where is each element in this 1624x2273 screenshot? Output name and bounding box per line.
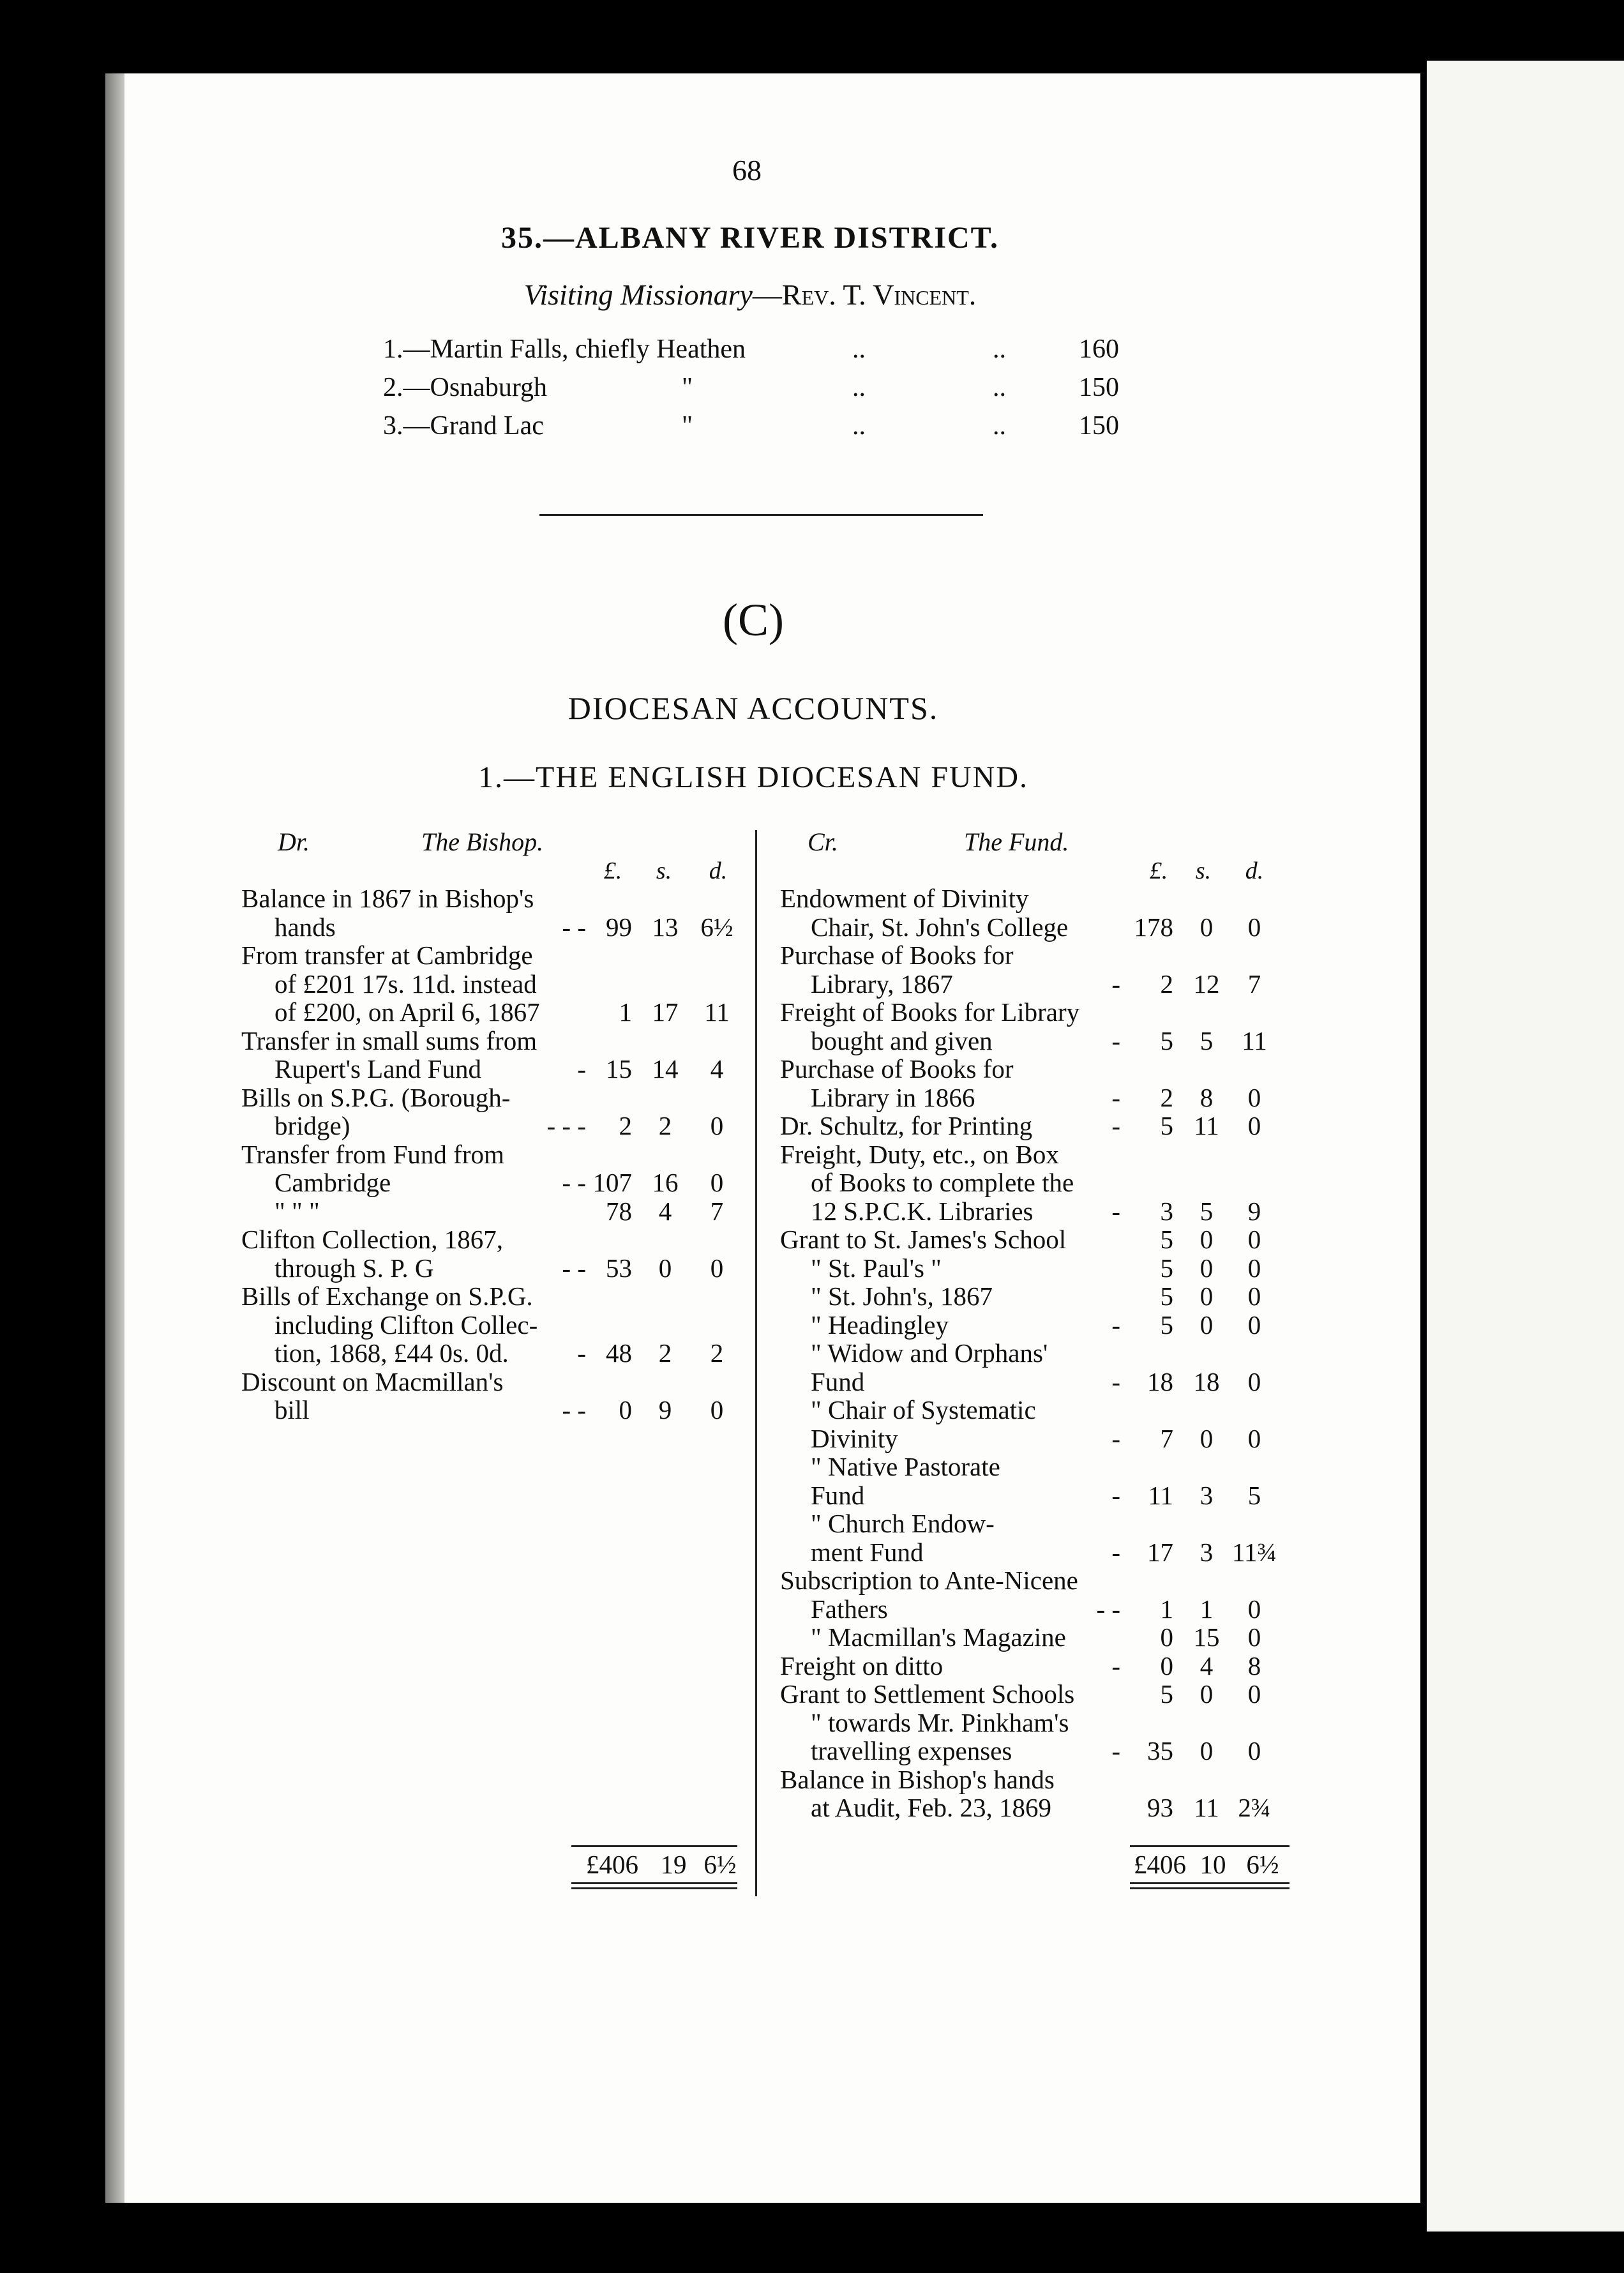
debit-total-rule-bottom (571, 1882, 737, 1884)
credit-entry-text: Chair, St. John's College (811, 912, 1069, 942)
debit-entry-text: Transfer from Fund from (241, 1139, 504, 1169)
credit-entry-pounds: 5 (1160, 1679, 1173, 1709)
credit-entry-pounds: 35 (1147, 1736, 1173, 1765)
credit-entry-pounds: 2 (1160, 1082, 1173, 1112)
credit-entry-text: Library, 1867 (811, 969, 953, 999)
credit-entry-pence: 8 (1247, 1650, 1261, 1680)
credit-entry-shillings: 0 (1199, 1281, 1214, 1311)
station-label: 2.—Osnaburgh (383, 373, 548, 402)
debit-entry-text: bridge) (274, 1111, 350, 1140)
debit-entry-leader: - - - (546, 1111, 586, 1140)
credit-entry-pounds: 1 (1160, 1594, 1173, 1624)
credit-entry-leader: - (1111, 1082, 1120, 1112)
credit-entry-shillings: 18 (1193, 1366, 1220, 1396)
debit-party-label: The Bishop. (421, 827, 544, 856)
debit-total-shillings: 19 (660, 1850, 687, 1879)
credit-total-pounds: £406 (1134, 1850, 1186, 1879)
credit-entry-text: 12 S.P.C.K. Libraries (811, 1196, 1034, 1226)
credit-pence-header: d. (1245, 857, 1264, 884)
credit-entry-text: Grant to Settlement Schools (780, 1679, 1075, 1709)
credit-entry-pence: 5 (1247, 1480, 1261, 1510)
credit-entry-shillings: 4 (1199, 1650, 1214, 1680)
station-value: 150 (1079, 373, 1119, 402)
debit-side-label: Dr. (278, 827, 310, 856)
debit-shillings-header: s. (656, 857, 672, 884)
debit-pounds-header: £. (603, 857, 622, 884)
debit-entry-leader: - - (562, 912, 586, 942)
credit-entry-shillings: 15 (1193, 1622, 1220, 1652)
credit-total-rule-top (1130, 1845, 1289, 1847)
debit-entry-pounds: 1 (619, 997, 632, 1027)
credit-entry-text: Dr. Schultz, for Printing (780, 1111, 1033, 1140)
credit-entry-pence: 11¾ (1231, 1537, 1277, 1567)
credit-entry-shillings: 0 (1199, 1253, 1214, 1283)
credit-entry-pence: 0 (1247, 1111, 1261, 1140)
credit-entry-text: " St. John's, 1867 (811, 1281, 993, 1311)
credit-entry-pounds: 5 (1160, 1225, 1173, 1254)
credit-entry-text: Subscription to Ante-Nicene (780, 1566, 1078, 1595)
credit-entry-leader: - (1111, 1025, 1120, 1055)
debit-entry-pounds: 107 (592, 1168, 632, 1197)
debit-entry-text: Transfer in small sums from (241, 1025, 538, 1055)
debit-entry-shillings: 2 (658, 1338, 672, 1368)
debit-entry-pence: 11 (704, 997, 730, 1027)
debit-entry-leader: - - (562, 1395, 586, 1424)
credit-entry-pence: 0 (1247, 1310, 1261, 1340)
credit-entry-pence: 0 (1247, 1366, 1261, 1396)
credit-pounds-header: £. (1149, 857, 1168, 884)
debit-entry-text: From transfer at Cambridge (241, 940, 533, 970)
debit-entry-text: of £201 17s. 11d. instead (274, 969, 537, 999)
debit-entry-pounds: 78 (606, 1196, 632, 1226)
credit-entry-pounds: 93 (1147, 1793, 1173, 1822)
station-value: 150 (1079, 411, 1119, 441)
credit-entry-text: " Widow and Orphans' (811, 1338, 1048, 1368)
credit-entry-pence: 0 (1247, 1423, 1261, 1453)
credit-entry-shillings: 1 (1199, 1594, 1214, 1624)
debit-entry-shillings: 9 (658, 1395, 672, 1424)
credit-entry-pence: 0 (1247, 1082, 1261, 1112)
credit-entry-text: " Macmillan's Magazine (811, 1622, 1066, 1652)
station-ditto-mark: " (682, 411, 693, 441)
debit-entry-pence: 0 (710, 1111, 724, 1140)
credit-entry-pounds: 7 (1160, 1423, 1173, 1453)
debit-entry-pence: 4 (710, 1054, 724, 1084)
credit-entry-pounds: 5 (1160, 1111, 1173, 1140)
district-heading: 35.—ALBANY RIVER DISTRICT. (500, 221, 1000, 255)
credit-entry-leader: - (1111, 1423, 1120, 1453)
credit-entry-shillings: 0 (1199, 1736, 1214, 1765)
credit-entry-text: Balance in Bishop's hands (780, 1764, 1055, 1794)
credit-entry-shillings: 0 (1199, 1679, 1214, 1709)
debit-entry-shillings: 2 (658, 1111, 672, 1140)
credit-entry-pence: 7 (1247, 969, 1261, 999)
credit-entry-pounds: 17 (1147, 1537, 1173, 1567)
missionary-line (523, 278, 977, 311)
credit-entry-pence: 0 (1247, 1225, 1261, 1254)
credit-entry-text: " Chair of Systematic (811, 1395, 1036, 1424)
credit-entry-pence: 0 (1247, 1594, 1261, 1624)
credit-entry-text: " Native Pastorate (811, 1452, 1000, 1481)
debit-entry-pounds: 15 (606, 1054, 632, 1084)
credit-entry-text: at Audit, Feb. 23, 1869 (811, 1793, 1051, 1822)
debit-entry-text: Discount on Macmillan's (241, 1366, 504, 1396)
debit-entry-text: Rupert's Land Fund (274, 1054, 481, 1084)
credit-entry-text: Library in 1866 (811, 1082, 975, 1112)
debit-entry-pence: 7 (710, 1196, 724, 1226)
credit-entry-pounds: 5 (1160, 1281, 1173, 1311)
debit-entry-shillings: 4 (658, 1196, 672, 1226)
credit-entry-pounds: 3 (1160, 1196, 1173, 1226)
facing-page-edge (1427, 61, 1624, 2231)
credit-entry-leader: - (1111, 1366, 1120, 1396)
credit-entry-pounds: 178 (1134, 912, 1173, 942)
debit-entry-text: bill (274, 1395, 310, 1424)
debit-entry-shillings: 13 (652, 912, 679, 942)
credit-total-rule-bottom (1130, 1882, 1289, 1884)
debit-entry-text: Bills of Exchange on S.P.G. (241, 1281, 533, 1311)
debit-entry-pence: 2 (710, 1338, 724, 1368)
credit-entry-leader: - (1111, 1480, 1120, 1510)
credit-entry-shillings: 12 (1193, 969, 1220, 999)
credit-total-shillings: 10 (1199, 1850, 1226, 1879)
credit-entry-text: Freight, Duty, etc., on Box (780, 1139, 1059, 1169)
credit-entry-text: Grant to St. James's School (780, 1225, 1067, 1254)
debit-entry-shillings: 0 (658, 1253, 672, 1283)
credit-entry-shillings: 0 (1199, 1310, 1214, 1340)
debit-entry-text: Clifton Collection, 1867, (241, 1225, 503, 1254)
debit-entry-text: through S. P. G (274, 1253, 434, 1283)
credit-entry-pence: 9 (1247, 1196, 1261, 1226)
station-ditto-mark: " (682, 373, 693, 402)
debit-entry-pounds: 53 (606, 1253, 632, 1283)
station-dots: .. (852, 373, 866, 402)
credit-entry-pounds: 2 (1160, 969, 1173, 999)
credit-entry-leader: - (1111, 1196, 1120, 1226)
column-divider (755, 830, 757, 1896)
credit-entry-leader: - - (1096, 1594, 1120, 1624)
credit-entry-shillings: 0 (1199, 1423, 1214, 1453)
debit-total-pounds: £406 (586, 1850, 638, 1879)
station-dots: .. (993, 373, 1006, 402)
credit-entry-text: Freight of Books for Library (780, 997, 1080, 1027)
page-number: 68 (732, 154, 762, 186)
debit-entry-pence: 6½ (700, 912, 733, 942)
debit-entry-text: " " " (274, 1196, 320, 1226)
credit-entry-pounds: 0 (1160, 1622, 1173, 1652)
credit-entry-shillings: 3 (1199, 1480, 1214, 1510)
credit-entry-shillings: 0 (1199, 912, 1214, 942)
credit-entry-text: Freight on ditto (780, 1650, 944, 1680)
credit-entry-text: " Church Endow- (811, 1509, 995, 1538)
page-binding-edge (105, 73, 124, 2203)
debit-entry-text: tion, 1868, £44 0s. 0d. (274, 1338, 509, 1368)
credit-entry-shillings: 3 (1199, 1537, 1214, 1567)
debit-entry-pence: 0 (710, 1168, 724, 1197)
credit-entry-pence: 0 (1247, 912, 1261, 942)
debit-total-pence: 6½ (703, 1850, 737, 1879)
credit-entry-text: of Books to complete the (811, 1168, 1074, 1197)
debit-entry-shillings: 14 (652, 1054, 679, 1084)
station-label: 1.—Martin Falls, chiefly Heathen (383, 335, 746, 364)
debit-entry-leader: - - (562, 1168, 586, 1197)
debit-entry-text: hands (274, 912, 336, 942)
missionary-name: —Rev. T. Vincent. (752, 278, 977, 311)
credit-entry-text: bought and given (811, 1025, 993, 1055)
credit-entry-shillings: 5 (1199, 1025, 1214, 1055)
credit-side-label: Cr. (808, 827, 838, 856)
credit-entry-text: Fund (811, 1480, 865, 1510)
debit-entry-text: including Clifton Collec- (274, 1310, 538, 1340)
debit-entry-text: Cambridge (274, 1168, 391, 1197)
debit-total-rule-top (571, 1845, 737, 1847)
credit-entry-pence: 2¾ (1238, 1793, 1271, 1822)
credit-entry-pounds: 18 (1147, 1366, 1173, 1396)
credit-entry-leader: - (1111, 1310, 1120, 1340)
station-dots: .. (993, 335, 1006, 364)
credit-entry-pounds: 5 (1160, 1310, 1173, 1340)
debit-entry-text: Balance in 1867 in Bishop's (241, 884, 534, 913)
credit-entry-text: Fund (811, 1366, 865, 1396)
credit-entry-text: Divinity (811, 1423, 898, 1453)
credit-entry-leader: - (1111, 1650, 1120, 1680)
debit-total-rule-double (571, 1887, 737, 1889)
debit-entry-pounds: 99 (606, 912, 632, 942)
credit-entry-leader: - (1111, 1111, 1120, 1140)
debit-entry-text: Bills on S.P.G. (Borough- (241, 1082, 511, 1112)
credit-total-pence: 6½ (1246, 1850, 1279, 1879)
station-dots: .. (993, 411, 1006, 441)
fund-title: 1.—THE ENGLISH DIOCESAN FUND. (478, 760, 1028, 794)
credit-entry-shillings: 8 (1199, 1082, 1214, 1112)
debit-entry-pounds: 48 (606, 1338, 632, 1368)
missionary-role: Visiting Missionary (523, 278, 753, 311)
credit-entry-leader: - (1111, 1537, 1120, 1567)
section-title: DIOCESAN ACCOUNTS. (568, 690, 939, 726)
credit-party-label: The Fund. (964, 827, 1069, 856)
station-dots: .. (852, 335, 866, 364)
credit-entry-shillings: 5 (1199, 1196, 1214, 1226)
credit-entry-text: " Headingley (811, 1310, 949, 1340)
credit-entry-pounds: 0 (1160, 1650, 1173, 1680)
credit-entry-pounds: 11 (1148, 1480, 1173, 1510)
credit-shillings-header: s. (1195, 857, 1212, 884)
debit-entry-shillings: 17 (652, 997, 679, 1027)
credit-entry-pence: 0 (1247, 1679, 1261, 1709)
section-divider (539, 514, 983, 516)
debit-entry-pence: 0 (710, 1253, 724, 1283)
credit-entry-pounds: 5 (1160, 1025, 1173, 1055)
credit-entry-pence: 11 (1242, 1025, 1267, 1055)
credit-entry-pence: 0 (1247, 1281, 1261, 1311)
credit-entry-shillings: 0 (1199, 1225, 1214, 1254)
debit-entry-shillings: 16 (652, 1168, 679, 1197)
credit-entry-pence: 0 (1247, 1622, 1261, 1652)
credit-entry-pence: 0 (1247, 1736, 1261, 1765)
credit-entry-pounds: 5 (1160, 1253, 1173, 1283)
credit-entry-text: Purchase of Books for (780, 940, 1014, 970)
debit-entry-pounds: 2 (619, 1111, 632, 1140)
station-label: 3.—Grand Lac (383, 411, 544, 441)
credit-entry-text: Purchase of Books for (780, 1054, 1014, 1084)
credit-entry-text: " St. Paul's " (811, 1253, 942, 1283)
credit-entry-shillings: 11 (1194, 1793, 1219, 1822)
debit-pence-header: d. (709, 857, 728, 884)
credit-entry-leader: - (1111, 1736, 1120, 1765)
credit-entry-text: ment Fund (811, 1537, 924, 1567)
debit-entry-leader: - (577, 1338, 586, 1368)
station-value: 160 (1079, 335, 1119, 364)
credit-entry-shillings: 11 (1194, 1111, 1219, 1140)
credit-entry-text: Fathers (811, 1594, 888, 1624)
debit-entry-pounds: 0 (619, 1395, 632, 1424)
section-letter: (C) (723, 594, 784, 646)
station-dots: .. (852, 411, 866, 441)
credit-entry-leader: - (1111, 969, 1120, 999)
credit-total-rule-double (1130, 1887, 1289, 1889)
credit-entry-text: Endowment of Divinity (780, 884, 1029, 913)
debit-entry-pence: 0 (710, 1395, 724, 1424)
credit-entry-text: " towards Mr. Pinkham's (811, 1707, 1069, 1737)
debit-entry-leader: - - (562, 1253, 586, 1283)
credit-entry-text: travelling expenses (811, 1736, 1012, 1765)
debit-entry-leader: - (577, 1054, 586, 1084)
credit-entry-pence: 0 (1247, 1253, 1261, 1283)
debit-entry-text: of £200, on April 6, 1867 (274, 997, 540, 1027)
